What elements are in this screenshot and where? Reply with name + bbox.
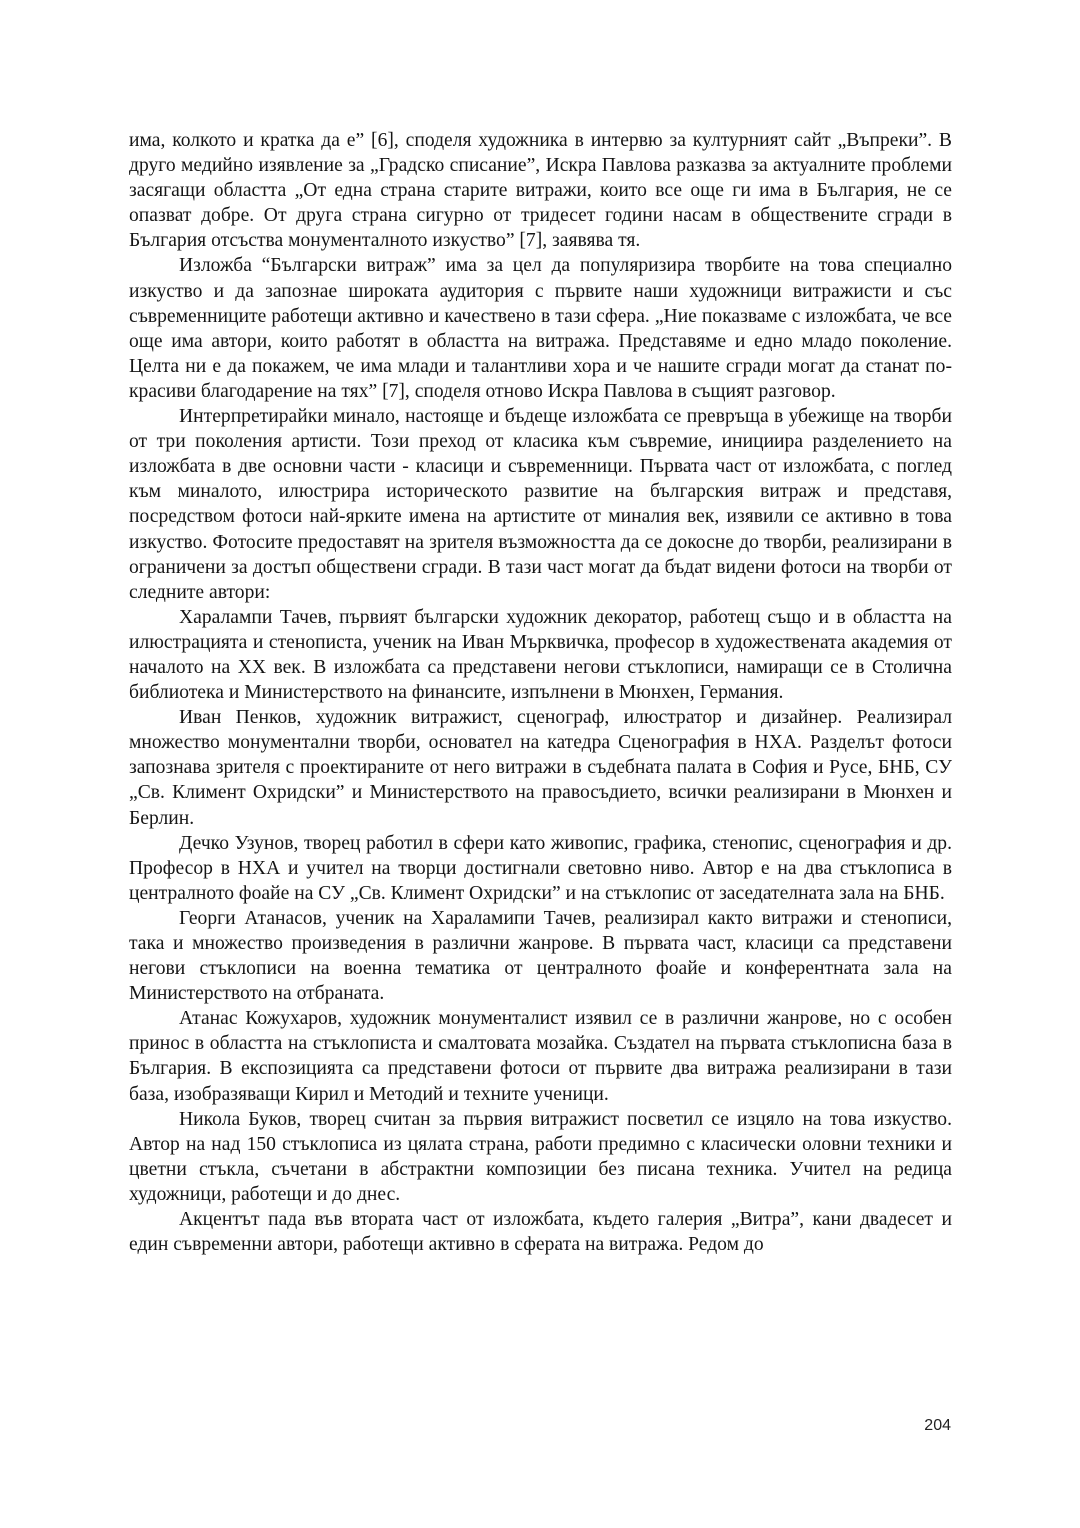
paragraph-3: Интерпретирайки минало, настояще и бъдеще изложбата се превръща в убежище на творби от три поколения артисти. Този преход от класика към съвремие, инициира разделението на изложбата в две основни части - класици и съвременници. Първата част от изложбата, с поглед към миналото, илюстрира историческото развитие на българския витраж и представя, посредством фотоси най-ярките имена на артистите от миналия век, изявили се активно в това изкуство. Фотосите предоставят на зрителя възможността да се докосне до творби, реализирани в ограничени за достъп обществени сгради. В тази част могат да бъдат видени фотоси на творби от следните автори:	[129, 406, 952, 603]
paragraph-5: Иван Пенков, художник витражист, сценограф, илюстратор и дизайнер. Реализирал множество монументални творби, основател на катедра Сценография в НХА. Разделът фотоси запознава зрителя с проектираните от него витражи в съдебната палата в София и Русе, БНБ, СУ „Св. Климент Охридски” и Министерството на правосъдието, всички реализирани в Мюнхен и Берлин.	[129, 707, 952, 829]
paragraph-4: Харалампи Тачев, първият български художник декоратор, работещ също и в областта на илюстрацията и стенописта, ученик на Иван Мърквичка, професор в художествената академия от началото на XX век. В изложбата са представени негови стъклописи, намиращи се в Столична библиотека и Министерството на финансите, изпълнени в Мюнхен, Германия.	[129, 606, 952, 704]
paragraph-9: Никола Буков, творец считан за първия витражист посветил се изцяло на това изкуство. Автор на над 150 стъклописа из цялата страна, работи предимно с класически оловни техники и цветни стъкла, съчетани в абстрактни композиции без писана техника. Учител на редица художници, работещи и до днес.	[129, 1108, 952, 1205]
paragraph-7: Георги Атанасов, ученик на Хараламипи Тачев, реализирал както витражи и стенописи, така и множество произведения в различни жанрове. В първата част, класици са представени негови стъклописи на военна тематика от централното фоайе и конферентната зала на Министерството на отбраната.	[129, 907, 952, 1005]
paragraph-6: Дечко Узунов, творец работил в сфери като живопис, графика, стенопис, сценография и др. Професор в НХА и учител на творци достигнали световно ниво. Автор е на два стъклописа в централното фоайе на СУ „Св. Климент Охридски” и на стъклопис от заседателната зала на БНБ.	[129, 832, 952, 904]
paragraph-8: Атанас Кожухаров, художник монументалист изявил се в различни жанрове, но с особен принос в областта на стъклописта и смалтовата мозайка. Създател на първата стъклописна база в България. В експозицията са представени фотоси от първите два витража реализирани в тази база, изобразяващи Кирил и Методий и техните ученици.	[129, 1008, 952, 1105]
body-text	[129, 128, 952, 1257]
page-number: 204	[924, 1417, 951, 1434]
paragraph-10: Акцентът пада във втората част от изложбата, където галерия „Витра”, кани двадесет и един съвременни автори, работещи активно в сферата на витража. Редом до	[129, 1209, 952, 1256]
paragraph-1: има, колкото и кратка да е” [6], споделя художника в интервю за културният сайт „Въпреки”. В друго медийно изявление за „Градско списание”, Искра Павлова разказва за актуалните проблеми засягащи областта „От една страна старите витражи, които все още ги има в България, не се опазват добре. От друга страна сигурно от тридесет години насам в обществените сгради в България отсъства монументалното изкуство” [7], заявява тя.	[129, 130, 952, 252]
paragraph-2: Изложба “Български витраж” има за цел да популяризира творбите на това специално изкуство и да запознае широката аудитория с първите наши художници витражисти и със съвременниците работещи активно и качествено в тази сфера. „Ние показваме с изложбата, че все още има автори, които работят в областта на витража. Представяме и едно младо поколение. Целта ни е да покажем, че има млади и талантливи хора и че нашите сгради могат да станат по-красиви благодарение на тях” [7], споделя отново Искра Павлова в същият разговор.	[129, 255, 952, 402]
